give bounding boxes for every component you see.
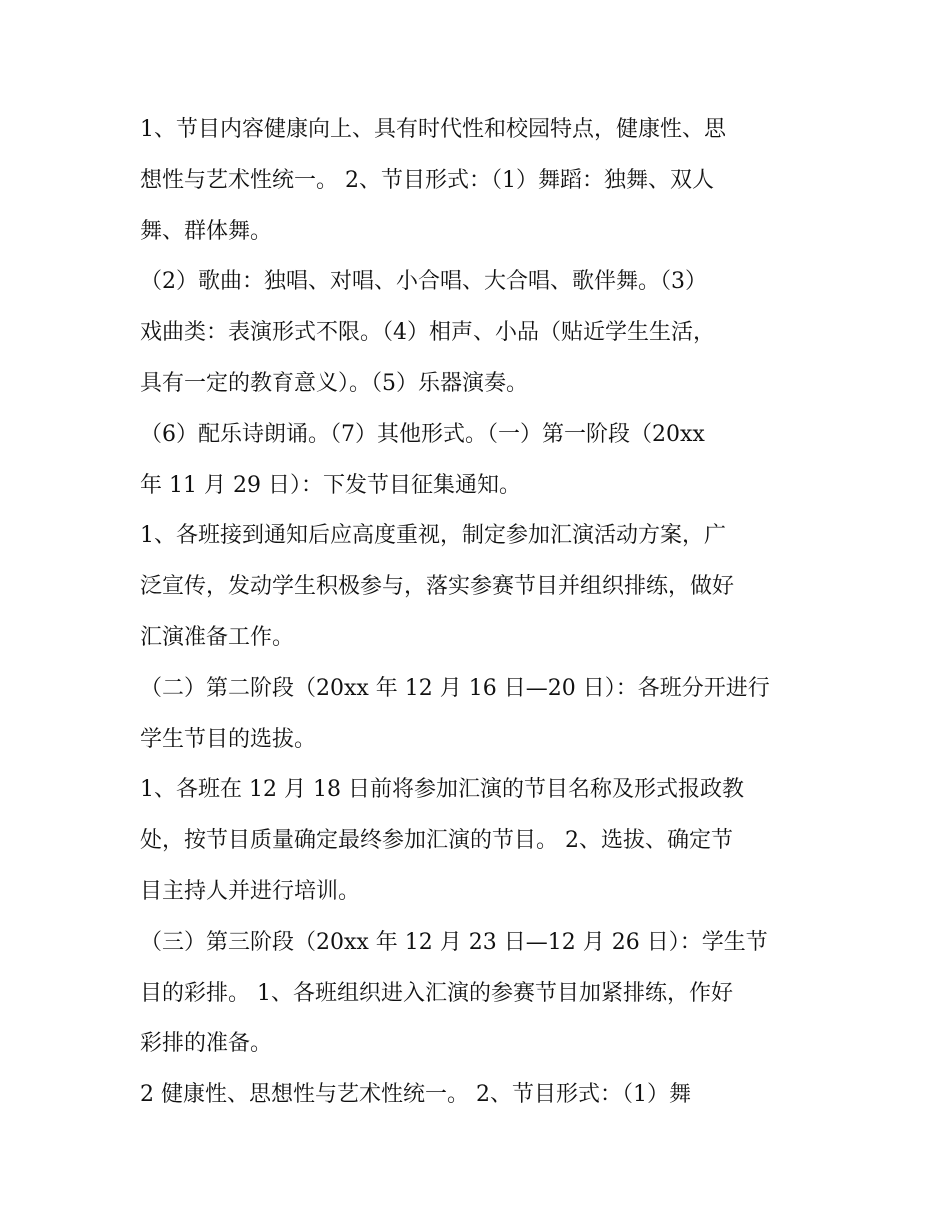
paragraph-2: （2）歌曲：独唱、对唱、小合唱、大合唱、歌伴舞。（3） 戏曲类：表演形式不限。（4）相声、小品（贴近学生生活， 具有一定的教育意义）。（5）乐器演奏。 — [140, 269, 715, 396]
paragraph-7: （三）第三阶段（20xx 年 12 月 23 日—12 月 26 日）：学生节 目的彩排。 1、各班组织进入汇演的参赛节目加紧排练，作好 彩排的准备。 — [140, 929, 768, 1057]
paragraph-5: （二）第二阶段（20xx 年 12 月 16 日—20 日）：各班分开进行 学生节目的选拔。 — [140, 675, 770, 752]
paragraph-1: 1、节目内容健康向上、具有时代性和校园特点，健康性、思 想性与艺术性统一。 2、节目形式：（1）舞蹈：独舞、双人 舞、群体舞。 — [140, 117, 726, 244]
document-body — [140, 105, 820, 1121]
paragraph-4: 1、各班接到通知后应高度重视，制定参加汇演活动方案，广 泛宣传，发动学生积极参与，落实参赛节目并组织排练，做好 汇演准备工作。 — [140, 523, 735, 650]
paragraph-3: （6）配乐诗朗诵。（7）其他形式。（一）第一阶段（20xx 年 11 月 29 日）：下发节目征集通知。 — [140, 421, 705, 498]
paragraph-8: 2 健康性、思想性与艺术性统一。 2、节目形式：（1）舞 — [140, 1082, 691, 1108]
paragraph-6: 1、各班在 12 月 18 日前将参加汇演的节目名称及形式报政教 处，按节目质量确定最终参加汇演的节目。 2、选拔、确定节 目主持人并进行培训。 — [140, 777, 744, 904]
